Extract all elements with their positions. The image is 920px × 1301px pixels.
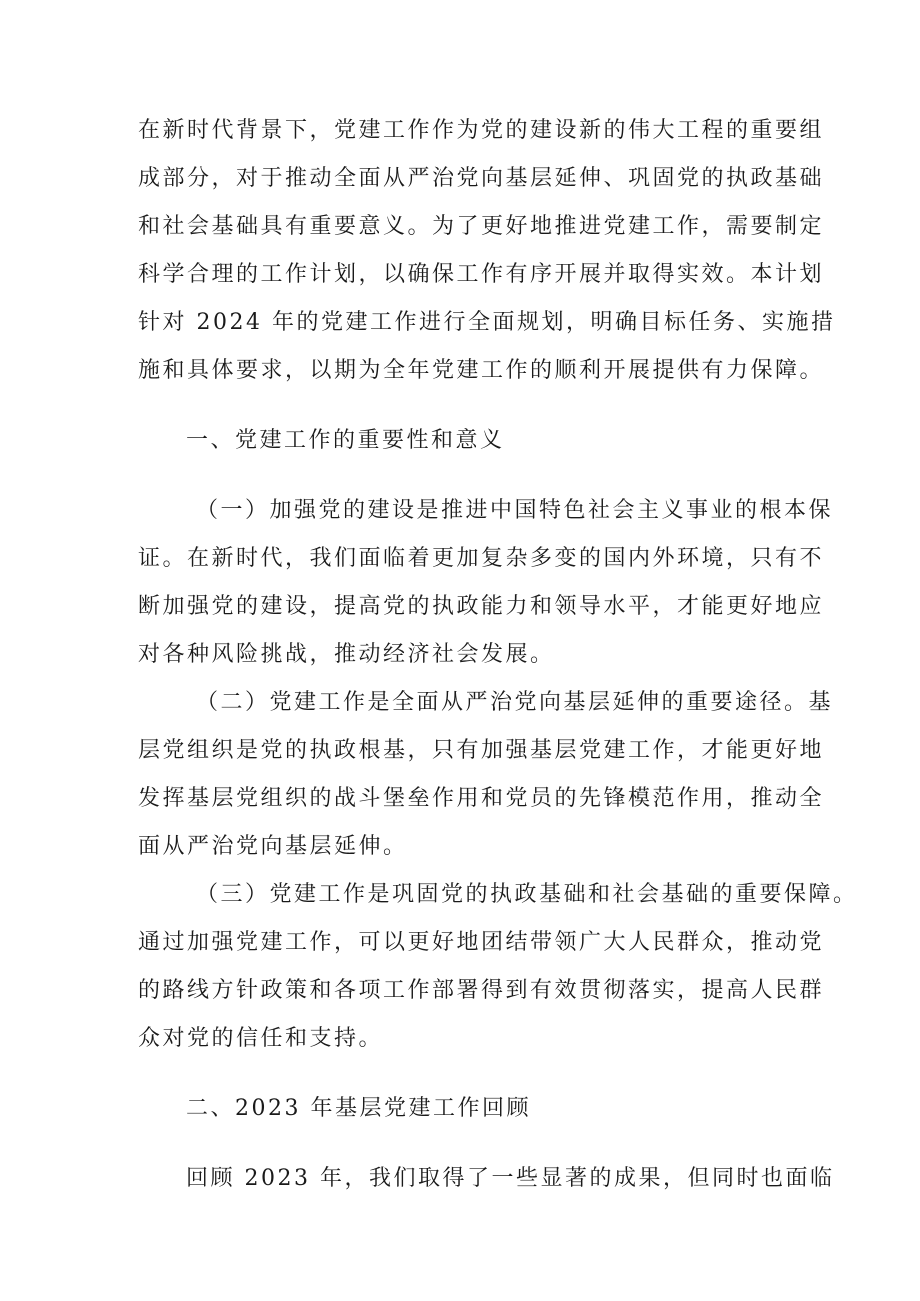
text-line: 施和具体要求，以期为全年党建工作的顺利开展提供有力保障。 — [138, 358, 825, 383]
text-line: 回顾 2023 年，我们取得了一些显著的成果，但同时也面临 — [186, 1166, 835, 1191]
text-line: 面从严治党向基层延伸。 — [138, 834, 408, 859]
section-heading: 一、党建工作的重要性和意义 — [186, 428, 505, 453]
text-line: 对各种风险挑战，推动经济社会发展。 — [138, 642, 555, 667]
text-line: 证。在新时代，我们面临着更加复杂多变的国内外环境，只有不 — [138, 546, 825, 571]
section-heading: 二、2023 年基层党建工作回顾 — [186, 1096, 531, 1121]
text-line: 的路线方针政策和各项工作部署得到有效贯彻落实，提高人民群 — [138, 978, 825, 1003]
text-line: 和社会基础具有重要意义。为了更好地推进党建工作，需要制定 — [138, 214, 825, 239]
text-line: 针对 2024 年的党建工作进行全面规划，明确目标任务、实施措 — [138, 310, 836, 335]
text-line: 在新时代背景下，党建工作作为党的建设新的伟大工程的重要组 — [138, 118, 825, 143]
text-line: 成部分，对于推动全面从严治党向基层延伸、巩固党的执政基础 — [138, 166, 825, 191]
text-line: 众对党的信任和支持。 — [138, 1026, 384, 1051]
text-line: （一）加强党的建设是推进中国特色社会主义事业的根本保 — [196, 498, 834, 523]
text-line: （二）党建工作是全面从严治党向基层延伸的重要途径。基 — [196, 690, 834, 715]
text-line: 通过加强党建工作，可以更好地团结带领广大人民群众，推动党 — [138, 930, 825, 955]
text-line: 断加强党的建设，提高党的执政能力和领导水平，才能更好地应 — [138, 594, 825, 619]
text-line: 发挥基层党组织的战斗堡垒作用和党员的先锋模范作用，推动全 — [138, 786, 825, 811]
text-line: 科学合理的工作计划，以确保工作有序开展并取得实效。本计划 — [138, 262, 825, 287]
text-line: 层党组织是党的执政根基，只有加强基层党建工作，才能更好地 — [138, 738, 825, 763]
text-line: （三）党建工作是巩固党的执政基础和社会基础的重要保障。 — [196, 882, 858, 907]
